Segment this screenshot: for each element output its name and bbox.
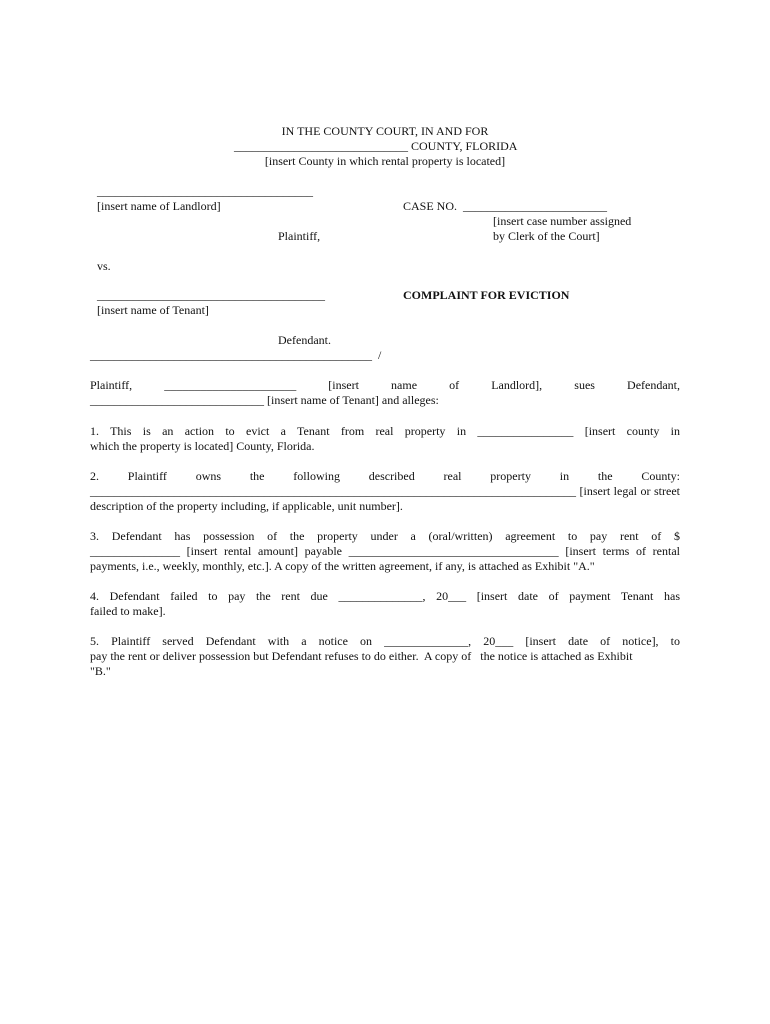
court-header-note: [insert County in which rental property is located]	[264, 154, 506, 168]
paragraph-5-line-2: pay the rent or deliver possession but Defendant refuses to do either. A copy of the notice is attached as Exhibit	[90, 649, 633, 663]
court-header-county-line: _____________________________ COUNTY, FLORIDA	[234, 139, 518, 153]
plaintiff-label: Plaintiff,	[278, 229, 321, 243]
paragraph-2-line-1: 2. Plaintiff owns the following described real property in the County:	[90, 469, 680, 483]
document-title: COMPLAINT FOR EVICTION	[403, 288, 570, 302]
paragraph-2-line-3: description of the property including, if applicable, unit number].	[90, 499, 403, 513]
tenant-name-label: [insert name of Tenant]	[97, 303, 209, 317]
case-number-note-2: by Clerk of the Court]	[493, 229, 600, 243]
paragraph-5-line-1: 5. Plaintiff served Defendant with a notice on ______________, 20___ [insert date of notice], to	[90, 634, 680, 648]
intro-line-2: _____________________________ [insert name of Tenant] and alleges:	[90, 393, 439, 407]
paragraph-1-line-2: which the property is located] County, Florida.	[90, 439, 315, 453]
paragraph-3-line-2: _______________ [insert rental amount] payable ___________________________________ [insert terms of rental	[90, 544, 680, 558]
paragraph-3-line-1: 3. Defendant has possession of the property under a (oral/written) agreement to pay rent of $	[90, 529, 680, 543]
paragraph-2-line-2: _________________________________________________________________________________ [insert legal or street	[90, 484, 680, 498]
case-number-note-1: [insert case number assigned	[493, 214, 632, 228]
paragraph-4-line-2: failed to make].	[90, 604, 166, 618]
landlord-name-blank: ____________________________________	[97, 184, 313, 198]
paragraph-1-line-1: 1. This is an action to evict a Tenant from real property in ________________ [insert county in	[90, 424, 680, 438]
caption-closing-line: _______________________________________________ /	[90, 348, 382, 362]
versus-label: vs.	[97, 259, 111, 273]
landlord-name-label: [insert name of Landlord]	[97, 199, 221, 213]
tenant-name-blank: ______________________________________	[97, 288, 325, 302]
paragraph-5-line-3: "B."	[90, 664, 111, 678]
intro-line-1: Plaintiff, ______________________ [insert name of Landlord], sues Defendant,	[90, 378, 680, 392]
paragraph-4-line-1: 4. Defendant failed to pay the rent due ______________, 20___ [insert date of payment Tenant has	[90, 589, 680, 603]
case-number-field: CASE NO. ________________________	[403, 199, 608, 213]
court-header-line-1: IN THE COUNTY COURT, IN AND FOR	[281, 124, 489, 138]
paragraph-3-line-3: payments, i.e., weekly, monthly, etc.]. A copy of the written agreement, if any, is attached as Exhibit "A."	[90, 559, 595, 573]
defendant-label: Defendant.	[278, 333, 331, 347]
